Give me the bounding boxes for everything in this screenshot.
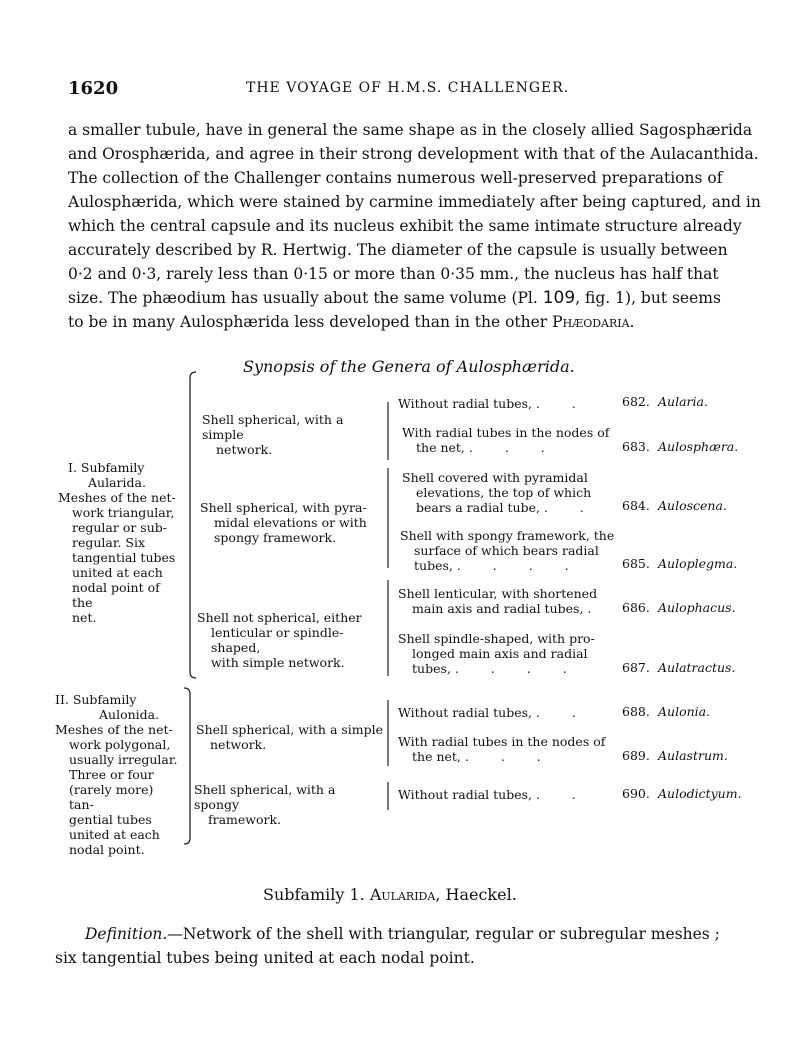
text-line: Shell lenticular, with shortened: [398, 586, 598, 601]
bracket: [184, 688, 190, 844]
running-title: THE VOYAGE OF H.M.S. CHALLENGER.: [246, 80, 570, 96]
genus-name: Aularia.: [658, 394, 708, 409]
phaeodaria-term: Phæodaria.: [552, 313, 635, 331]
text-line: accurately described by R. Hertwig. The diameter of the capsule is usually between: [68, 241, 728, 259]
text-line: united at each: [69, 827, 160, 842]
text-line: Meshes of the net-: [58, 490, 176, 505]
definition-paragraph: [55, 922, 755, 970]
text-line: Shell not spherical, either: [197, 610, 362, 625]
page-number: 1620: [68, 78, 119, 99]
subfamily-name: Aularida: [369, 885, 436, 904]
shell-group-spherical-spongy: [194, 782, 382, 827]
shell-group-spherical-simple: [202, 412, 386, 457]
text-line: regular. Six: [72, 535, 146, 550]
genus-description: Without radial tubes, . .: [398, 705, 590, 720]
subfamily-heading: [263, 885, 517, 904]
text-line: work triangular,: [72, 505, 175, 520]
text-line: nodal point.: [69, 842, 145, 857]
shell-group-spherical-simple-2: [196, 722, 384, 752]
text-fragment: —Network of the shell with triangular, regular or subregular meshes ;: [167, 925, 720, 943]
text-line: II. Subfamily: [55, 692, 137, 707]
text-line: surface of which bears radial: [414, 543, 599, 558]
text-fragment: , fig. 1), but seems: [575, 289, 721, 307]
text-line: tangential tubes: [72, 550, 176, 565]
text-line: network.: [216, 442, 273, 457]
genus-number: 684.: [622, 498, 650, 513]
text-line: and Orosphærida, and agree in their strong development with that of the Aulacanthida.: [68, 145, 759, 163]
genus-name: Auloscena.: [658, 498, 727, 513]
genus-name: Auloplegma.: [658, 556, 738, 571]
text-line: united at each: [72, 565, 163, 580]
text-line: Shell covered with pyramidal: [402, 470, 588, 485]
text-line: midal elevations or with: [214, 515, 367, 530]
genus-name: Aulastrum.: [658, 748, 728, 763]
text-line: Shell spherical, with a spongy: [194, 782, 336, 812]
genus-number: 688.: [622, 704, 650, 719]
text-line: 0·2 and 0·3, rarely less than 0·15 or more than 0·35 mm., the nucleus has half that: [68, 265, 719, 283]
text-line: Aularida.: [88, 475, 146, 490]
text-line: Without radial tubes,: [398, 396, 532, 411]
text-line: Shell spindle-shaped, with pro-: [398, 631, 595, 646]
genus-number: 686.: [622, 600, 650, 615]
text-line: bears a radial tube,: [416, 500, 540, 515]
text-line: Shell spherical, with a simple: [196, 722, 384, 737]
bracket: [190, 372, 196, 678]
subfamily-aulonida-description: [55, 692, 181, 857]
subfamily-aularida-description: [58, 460, 184, 625]
text-line: nodal point of the: [72, 580, 160, 610]
text-line: work polygonal,: [69, 737, 171, 752]
genus-name: Aulatractus.: [658, 660, 736, 675]
text-line: Three or four: [69, 767, 154, 782]
text-line: [55, 922, 755, 946]
genus-number: 683.: [622, 439, 650, 454]
text-line: tubes,: [414, 558, 453, 573]
text-line: the net,: [416, 440, 465, 455]
genus-description: Without radial tubes, . .: [398, 787, 590, 802]
genus-number: 685.: [622, 556, 650, 571]
text-line: With radial tubes in the nodes of: [398, 734, 606, 749]
text-fragment: to be in many Aulosphærida less developed than in the other: [68, 313, 553, 331]
text-line: with simple network.: [211, 655, 345, 670]
text-line: The collection of the Challenger contains numerous well-preserved preparations of: [68, 169, 723, 187]
text-line: Shell spherical, with a simple: [202, 412, 344, 442]
genus-description: With radial tubes in the nodes of the net, . . .: [398, 734, 613, 764]
genus-description: Shell lenticular, with shortened main axis and radial tubes, .: [398, 586, 613, 616]
genus-number: 689.: [622, 748, 650, 763]
genus-description: Without radial tubes, . .: [398, 396, 590, 411]
genus-name: Aulodictyum.: [658, 786, 742, 801]
text-line: six tangential tubes being united at each nodal point.: [55, 949, 475, 967]
genus-number: 682.: [622, 394, 650, 409]
text-line: main axis and radial tubes,: [412, 601, 584, 616]
text-line: regular or sub-: [72, 520, 167, 535]
text-line: network.: [210, 737, 267, 752]
definition-label: Definition.: [85, 925, 168, 943]
text-line: Shell with spongy framework, the: [400, 528, 615, 543]
text-line: Without radial tubes,: [398, 705, 532, 720]
genus-name: Aulophacus.: [658, 600, 736, 615]
shell-group-spherical-pyramidal: [200, 500, 384, 545]
text-line: lenticular or spindle-shaped,: [211, 625, 344, 655]
text-line: the net,: [412, 749, 461, 764]
text-line: spongy framework.: [214, 530, 337, 545]
text-fragment: size. The phæodium has usually about the same volume (Pl.: [68, 289, 543, 307]
heading-prefix: Subfamily 1.: [263, 885, 370, 904]
text-line: which the central capsule and its nucleus exhibit the same intimate structure already: [68, 217, 742, 235]
genus-name: Aulosphæra.: [658, 439, 739, 454]
text-line: Aulonida.: [99, 707, 160, 722]
text-line: Aulosphærida, which were stained by carmine immediately after being captured, and in: [68, 193, 761, 211]
text-line: Without radial tubes,: [398, 787, 532, 802]
genus-number: 687.: [622, 660, 650, 675]
genus-description: With radial tubes in the nodes of the net, . . .: [402, 425, 617, 455]
shell-group-not-spherical: [197, 610, 385, 670]
text-line: (rarely more) tan-: [69, 782, 154, 812]
genus-description: Shell with spongy framework, the surface of which bears radial tubes, . . . .: [400, 528, 615, 573]
genus-name: Aulonia.: [658, 704, 711, 719]
text-line: tubes,: [412, 661, 451, 676]
text-line: Shell spherical, with pyra-: [200, 500, 367, 515]
genus-number: 690.: [622, 786, 650, 801]
text-line: gential tubes: [69, 812, 152, 827]
text-line: elevations, the top of which: [416, 485, 592, 500]
heading-suffix: , Haeckel.: [435, 885, 517, 904]
text-line: usually irregular.: [69, 752, 178, 767]
text-line: With radial tubes in the nodes of: [402, 425, 610, 440]
text-line: framework.: [208, 812, 282, 827]
synopsis-title: Synopsis of the Genera of Aulosphærida.: [243, 357, 575, 376]
text-line: Meshes of the net-: [55, 722, 173, 737]
plate-number: 109: [542, 288, 576, 308]
text-line: longed main axis and radial: [412, 646, 588, 661]
text-line: net.: [72, 610, 97, 625]
text-line: a smaller tubule, have in general the same shape as in the closely allied Sagosphærida: [68, 121, 753, 139]
text-line: I. Subfamily: [68, 460, 145, 475]
genus-description: Shell spindle-shaped, with pro- longed main axis and radial tubes, . . . .: [398, 631, 613, 676]
genus-description: Shell covered with pyramidal elevations, the top of which bears a radial tube, . .: [402, 470, 612, 515]
